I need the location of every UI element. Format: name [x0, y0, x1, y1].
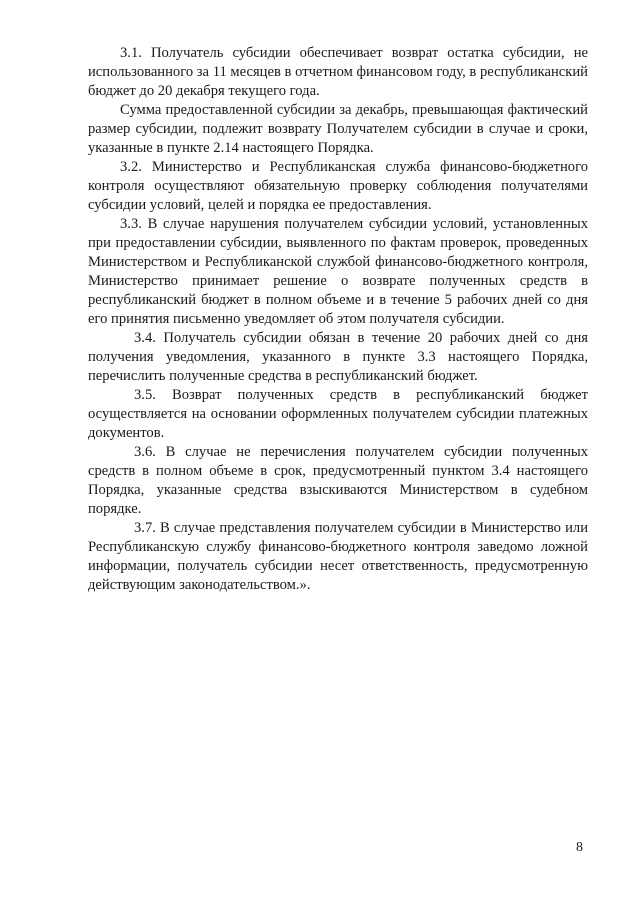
paragraph-3-1: 3.1. Получатель субсидии обеспечивает возврат остатка субсидии, не использованного за 11 месяцев в отчетном финансовом году, в республиканский бюджет до 20 декабря текущего года.	[88, 45, 588, 99]
paragraph-3-3: 3.3. В случае нарушения получателем субсидии условий, установленных при предоставлении субсидии, выявленного по фактам проверок, проведенных Министерством и Республиканской службой финансово-бюджетного контроля, Министерство принимает решение о возврате полученных средств в республиканский бюджет в полном объеме и в течение 5 рабочих дней со дня его принятия письменно уведомляет об этом получателя субсидии.	[88, 216, 588, 327]
paragraph-december-amount: Сумма предоставленной субсидии за декабрь, превышающая фактический размер субсидии, подлежит возврату Получателем субсидии в случае и сроки, указанные в пункте 2.14 настоящего Порядка.	[88, 102, 588, 156]
paragraph-3-6: 3.6. В случае не перечисления получателем субсидии полученных средств в полном объеме в срок, предусмотренный пунктом 3.4 настоящего Порядка, указанные средства взыскиваются Министерством в судебном порядке.	[88, 444, 588, 517]
page-number: 8	[576, 840, 583, 855]
paragraph-3-7: 3.7. В случае представления получателем субсидии в Министерство или Республиканскую службу финансово-бюджетного контроля заведомо ложной информации, получатель субсидии несет ответственность, предусмотренную действующим законодательством.».	[88, 520, 588, 593]
paragraph-3-4: 3.4. Получатель субсидии обязан в течение 20 рабочих дней со дня получения уведомления, указанного в пункте 3.3 настоящего Порядка, перечислить полученные средства в республиканский бюджет.	[88, 330, 588, 384]
document-body	[88, 44, 588, 595]
paragraph-3-2: 3.2. Министерство и Республиканская служба финансово-бюджетного контроля осуществляют обязательную проверку соблюдения получателями субсидии условий, целей и порядка ее предоставления.	[88, 159, 588, 213]
paragraph-3-5: 3.5. Возврат полученных средств в республиканский бюджет осуществляется на основании оформленных получателем субсидии платежных документов.	[88, 387, 588, 441]
